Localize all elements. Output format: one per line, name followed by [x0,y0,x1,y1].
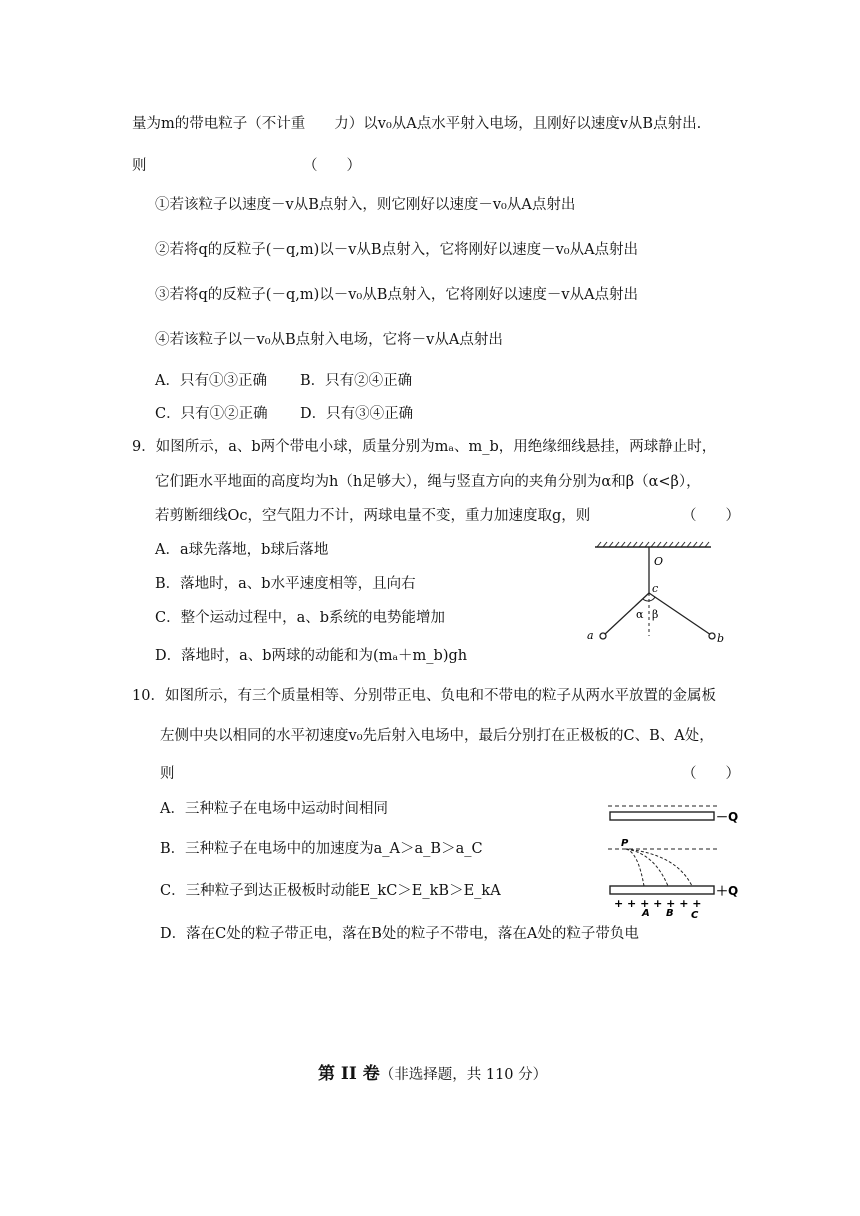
q10-line2: 左侧中央以相同的水平初速度v₀先后射入电场中，最后分别打在正极板的C、B、A处， [160,728,714,744]
q8-option-c: C．只有①②正确 [155,406,268,422]
q9-line1: 9．如图所示，a、b两个带电小球，质量分别为mₐ、m_b，用绝缘细线悬挂，两球静止时， [132,439,717,455]
q8-paren: （ ） [303,158,361,174]
q10-line3: 则 [160,766,175,782]
q10-option-b: B．三种粒子在电场中的加速度为a_A＞a_B＞a_C [160,841,483,857]
section-subtitle: （非选择题，共 110 分） [379,1067,548,1083]
q8-option-b: B．只有②④正确 [300,373,413,389]
label-beta: β [652,608,659,621]
q10-paren: （ ） [682,766,740,782]
label-o: O [654,555,664,568]
label-minus-q: －Q [716,810,739,824]
label-c: c [652,582,659,595]
label-b-point: B [666,908,674,919]
label-c-point: C [691,910,699,921]
q9-line3: 若剪断细线Oc，空气阻力不计，两球电量不变，重力加速度取g，则 [155,508,591,524]
q9-option-b: B．落地时，a、b水平速度相等，且向右 [155,576,416,592]
plate-charges: + + + + + + + [614,897,702,910]
q9-option-d: D．落地时，a、b两球的动能和为(mₐ＋m_b)gh [155,648,468,664]
label-a-point: A [642,908,650,919]
q8-line2: 则 [132,158,147,174]
q9-line2: 它们距水平地面的高度均为h（h足够大），绳与竖直方向的夹角分别为α和β（α<β）， [155,474,701,490]
label-p: P [621,838,629,849]
label-alpha: α [636,608,644,621]
q10-option-a: A．三种粒子在电场中运动时间相同 [160,801,388,817]
q10-plates-figure [604,798,746,922]
q10-option-d: D．落在C处的粒子带正电，落在B处的粒子不带电，落在A处的粒子带负电 [160,926,639,942]
q8-option-a: A．只有①③正确 [155,373,267,389]
negative-plate [610,812,714,820]
trajectory-to-b [626,849,668,886]
q8-item-2: ②若将q的反粒子(－q,m)以－v从B点射入，它将刚好以速度－v₀从A点射出 [155,242,639,258]
ceiling-hatch [595,542,711,547]
ball-a [600,633,606,639]
q10-option-c: C．三种粒子到达正极板时动能E_kC＞E_kB＞E_kA [160,883,501,899]
positive-plate [610,886,714,894]
q8-line1: 量为m的带电粒子（不计重 力）以v₀从A点水平射入电场，且刚好以速度v从B点射出. [132,116,702,132]
q9-option-a: A．a球先落地，b球后落地 [155,542,329,558]
q9-pendulum-figure [585,538,725,650]
q10-line1: 10．如图所示，有三个质量相等、分别带正电、负电和不带电的粒子从两水平放置的金属板 [132,688,716,704]
q8-option-d: D．只有③④正确 [300,406,414,422]
label-a: a [587,629,594,642]
section-heading [318,1064,547,1085]
label-plus-q: ＋Q [716,884,739,898]
section-title: 第 II 卷 [318,1064,380,1084]
label-b: b [717,632,725,645]
trajectory-to-a [626,849,644,886]
trajectory-to-c [626,849,692,886]
ball-b [709,633,715,639]
q9-option-c: C．整个运动过程中，a、b系统的电势能增加 [155,610,446,626]
q9-paren: （ ） [682,508,740,524]
q8-item-3: ③若将q的反粒子(－q,m)以－v₀从B点射入，它将刚好以速度－v从A点射出 [155,287,639,303]
q8-item-4: ④若该粒子以－v₀从B点射入电场，它将－v从A点射出 [155,332,503,348]
q8-item-1: ①若该粒子以速度－v从B点射入，则它刚好以速度－v₀从A点射出 [155,197,576,213]
